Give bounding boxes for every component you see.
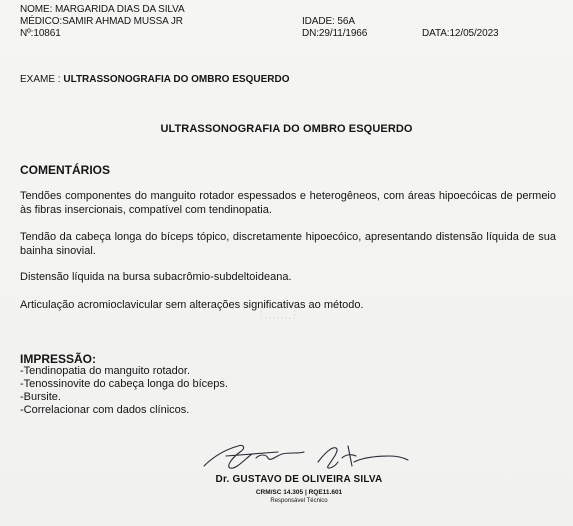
exam-name: ULTRASSONOGRAFIA DO OMBRO ESQUERDO	[63, 74, 290, 85]
patient-age: IDADE: 56A	[302, 16, 355, 27]
list-item: -Tendinopatia do manguito rotador.	[20, 365, 191, 377]
finding-biceps-tendon: Tendão da cabeça longa do bíceps tópico, discretamente hipoecóico, apresentando distensão líquida de sua bainha sinovial.	[20, 231, 556, 257]
doctor-registration: CRM/SC 14.305 | RQE11.601	[255, 489, 343, 496]
list-item: -Bursite.	[20, 391, 61, 403]
patient-name: NOME: MARGARIDA DIAS DA SILVA	[20, 4, 185, 15]
doctor-name: Dr. GUSTAVO DE OLIVEIRA SILVA	[215, 474, 383, 485]
record-number: Nº:10861	[20, 28, 61, 39]
exam-label: EXAME :	[20, 74, 61, 85]
impression-list	[20, 365, 228, 417]
exam-date: DATA:12/05/2023	[422, 28, 499, 39]
doctor-role: Responsável Técnico	[270, 498, 328, 504]
handwritten-signature	[186, 436, 416, 476]
finding-bursa: Distensão líquida na bursa subacrômio-subdeltoideana.	[20, 271, 292, 283]
finding-acromioclavicular: Articulação acromioclavicular sem alterações significativas ao método.	[20, 299, 364, 311]
comments-heading: COMENTÁRIOS	[20, 163, 110, 177]
impression-heading: IMPRESSÃO:	[20, 352, 97, 366]
signature-block	[184, 436, 414, 520]
birth-date: DN:29/11/1966	[302, 28, 368, 39]
physician-name: MÉDICO:SAMIR AHMAD MUSSA JR	[20, 16, 183, 27]
report-title: ULTRASSONOGRAFIA DO OMBRO ESQUERDO	[160, 123, 413, 135]
exam-line	[20, 74, 289, 85]
list-item: -Tenossinovite do cabeça longa do bíceps.	[20, 378, 228, 390]
list-item: -Correlacionar com dados clínicos.	[20, 404, 190, 416]
finding-rotator-cuff: Tendões componentes do manguito rotador espessados e heterogêneos, com áreas hipoecóicas de permeio às fibras insercionais, compatível com tendinopatia.	[20, 190, 556, 216]
faint-stamp-mark	[258, 300, 298, 324]
